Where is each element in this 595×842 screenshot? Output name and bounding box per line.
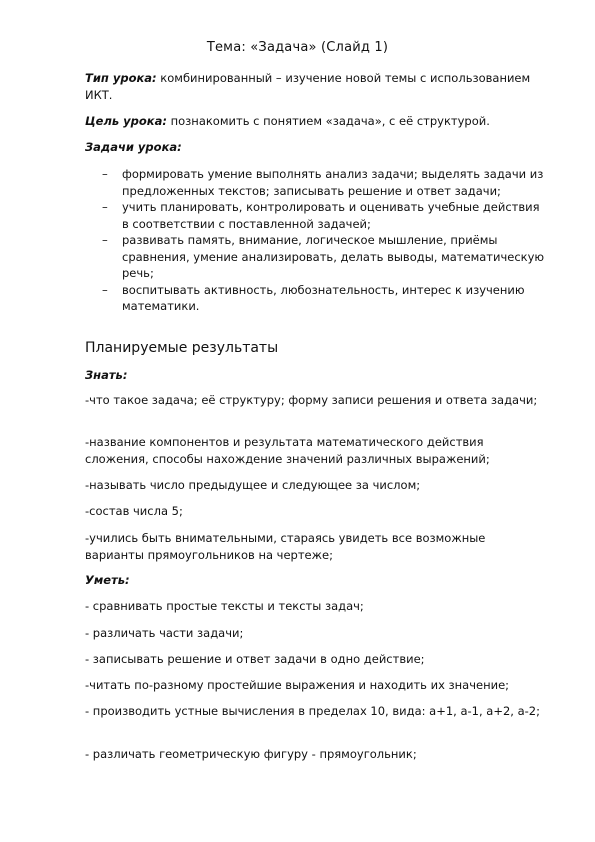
know-item: -называть число предыдущее и следующее за числом; [85,478,421,492]
know-item: -название компонентов и результата математического действия сложения, способы нахождение значений различных выражений; [85,435,490,466]
can-item: - производить устные вычисления в пределах 10, вида: а+1, а-1, а+2, а-2; [85,704,540,718]
list-item-text: формировать умение выполнять анализ задачи; выделять задачи из предложенных текстов; записывать решение и ответ задачи; [122,167,544,198]
list-item-text: воспитывать активность, любознательность, интерес к изучению математики. [122,282,525,313]
page-title: Тема: «Задача» (Слайд 1) [206,40,389,55]
can-item: -читать по-разному простейшие выражения и находить их значение; [85,678,510,692]
can-item: - различать геометрическую фигуру - прямоугольник; [85,747,417,761]
lesson-tasks-label: Задачи урока: [85,140,182,154]
can-item: - различать части задачи; [85,626,244,640]
list-item-text: развивать память, внимание, логическое мышление, приёмы сравнения, умение анализировать, делать выводы, математическую речь; [122,233,545,280]
list-item [85,282,545,315]
can-label: Уметь: [85,573,130,587]
list-item [85,166,545,199]
planned-results-heading: Планируемые результаты [85,340,279,356]
know-label: Знать: [85,368,128,382]
lesson-type-text: комбинированный – изучение новой темы с использованием ИКТ. [85,71,531,102]
list-item [85,199,545,232]
know-item: -учились быть внимательными, стараясь увидеть все возможные варианты прямоугольников на чертеже; [85,531,486,562]
dash-bullet: – [102,167,108,181]
dash-bullet: – [102,282,108,297]
lesson-goal-paragraph [85,113,545,130]
lesson-type-label: Тип урока: [85,71,157,85]
know-item: -состав числа 5; [85,504,183,518]
lesson-goal-label: Цель урока: [85,114,167,128]
can-item: - записывать решение и ответ задачи в одно действие; [85,652,425,666]
lesson-type-paragraph [85,70,545,103]
know-item: -что такое задача; её структуру; форму записи решения и ответа задачи; [85,393,538,407]
list-item [85,232,545,282]
dash-bullet: – [102,233,108,247]
lesson-goal-text: познакомить с понятием «задача», с её структурой. [166,114,490,128]
lesson-tasks-list [85,166,545,315]
list-item-text: учить планировать, контролировать и оценивать учебные действия в соответствии с поставленной задачей; [122,200,540,231]
can-item: - сравнивать простые тексты и тексты задач; [85,599,364,613]
dash-bullet: – [102,200,108,214]
